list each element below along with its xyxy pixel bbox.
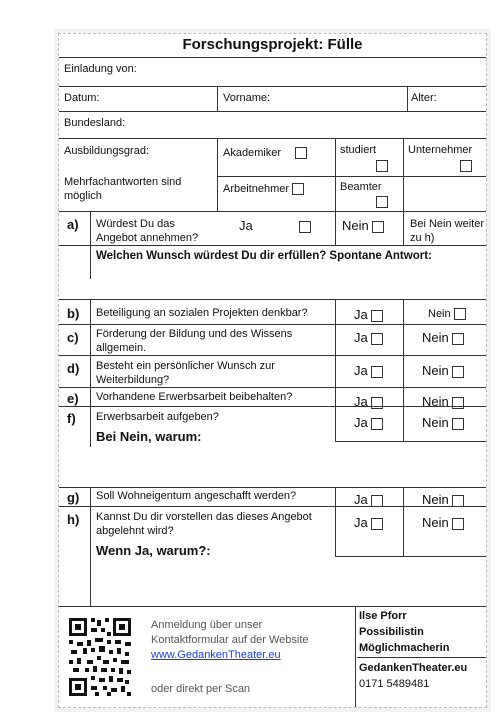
question-f-text: Erwerbsarbeit aufgeben?: [96, 411, 219, 423]
contact-role-2: Möglichmacherin: [359, 642, 450, 654]
question-f-yes-label: Ja: [354, 415, 368, 430]
question-g-no-checkbox[interactable]: [452, 495, 464, 507]
question-h-yes[interactable]: [354, 515, 383, 530]
question-d-label: d): [67, 361, 80, 376]
education-label: Ausbildungsgrad:: [64, 145, 150, 157]
question-a-note: Bei Nein weiter zu h): [410, 218, 484, 244]
question-a-yes-label: Ja: [239, 218, 253, 233]
question-a-yes[interactable]: [239, 218, 311, 233]
question-c-label: c): [67, 330, 79, 345]
question-f-no[interactable]: [422, 415, 464, 430]
question-f-yes[interactable]: [354, 415, 383, 430]
question-e-yes-checkbox[interactable]: [371, 397, 383, 409]
question-a-text: Würdest Du das Angebot annehmen?: [96, 218, 199, 244]
age-label: Alter:: [411, 92, 437, 104]
question-b-yes-label: Ja: [354, 307, 368, 322]
question-h-label: h): [67, 512, 80, 527]
invitation-label: Einladung von:: [64, 63, 137, 75]
option-employee-label: Arbeitnehmer: [223, 183, 290, 195]
question-g-yes[interactable]: [354, 492, 383, 507]
question-h-yes-checkbox[interactable]: [371, 518, 383, 530]
contact-domain: GedankenTheater.eu: [359, 662, 468, 674]
question-b-yes-checkbox[interactable]: [371, 310, 383, 322]
option-academic[interactable]: [223, 147, 307, 159]
question-e-yes[interactable]: [354, 394, 383, 409]
date-label: Datum:: [64, 92, 100, 104]
question-e-yes-label: Ja: [354, 394, 368, 409]
question-e-no-label: Nein: [422, 394, 449, 409]
question-c-yes-label: Ja: [354, 330, 368, 345]
option-employee[interactable]: [223, 183, 304, 195]
question-d-yes-checkbox[interactable]: [371, 366, 383, 378]
state-label: Bundesland:: [64, 117, 126, 129]
question-a-no[interactable]: [342, 218, 384, 233]
question-a-yes-checkbox[interactable]: [299, 221, 311, 233]
question-b-no-checkbox[interactable]: [454, 308, 466, 320]
question-d-no-label: Nein: [422, 363, 449, 378]
multi-answer-note: Mehrfachantworten sind möglich: [64, 176, 182, 202]
question-f-why: Bei Nein, warum:: [96, 429, 202, 444]
register-line-1: Anmeldung über unser: [151, 619, 263, 631]
contact-block: [359, 608, 449, 656]
question-d-yes[interactable]: [354, 363, 383, 378]
question-c-no-checkbox[interactable]: [452, 333, 464, 345]
studied-checkbox[interactable]: [376, 160, 388, 172]
contact-role-1: Possibilistin: [359, 626, 424, 638]
question-a-label: a): [67, 217, 79, 232]
register-info: [151, 618, 309, 663]
question-g-text: Soll Wohneigentum angeschafft werden?: [96, 490, 297, 502]
question-h-no-label: Nein: [422, 515, 449, 530]
question-c-yes[interactable]: [354, 330, 383, 345]
question-h-no-checkbox[interactable]: [452, 518, 464, 530]
question-c-no-label: Nein: [422, 330, 449, 345]
question-c-text: Förderung der Bildung und des Wissens allgemein.: [96, 328, 293, 354]
question-g-yes-checkbox[interactable]: [371, 495, 383, 507]
question-h-no[interactable]: [422, 515, 464, 530]
question-d-no[interactable]: [422, 363, 464, 378]
option-entrepreneur: Unternehmer: [408, 144, 473, 156]
contact-details: [359, 660, 467, 692]
contact-phone: 0171 5489481: [359, 678, 430, 690]
option-studied: studiert: [340, 144, 377, 156]
question-b-yes[interactable]: [354, 307, 383, 322]
question-e-no[interactable]: [422, 394, 464, 409]
academic-checkbox[interactable]: [295, 147, 307, 159]
question-f-no-checkbox[interactable]: [452, 418, 464, 430]
official-checkbox[interactable]: [376, 196, 388, 208]
scan-note: oder direkt per Scan: [151, 683, 251, 695]
question-a-no-checkbox[interactable]: [372, 221, 384, 233]
entrepreneur-checkbox[interactable]: [460, 160, 472, 172]
question-d-no-checkbox[interactable]: [452, 366, 464, 378]
contact-name: Ilse Pforr: [359, 610, 407, 622]
question-b-no[interactable]: [428, 308, 466, 320]
employee-checkbox[interactable]: [292, 183, 304, 195]
form-page: [58, 33, 487, 708]
question-g-no[interactable]: [422, 492, 464, 507]
question-a-no-label: Nein: [342, 218, 369, 233]
question-h-text: Kannst Du dir vorstellen das dieses Angebot abgelehnt wird?: [96, 511, 312, 537]
question-h-why: Wenn Ja, warum?:: [96, 543, 211, 558]
question-d-text: Besteht ein persönlicher Wunsch zur Weiterbildung?: [96, 360, 275, 386]
question-b-no-label: Nein: [428, 308, 451, 320]
question-g-no-label: Nein: [422, 492, 449, 507]
question-f-no-label: Nein: [422, 415, 449, 430]
form-title: Forschungsprojekt: Fülle: [182, 36, 363, 53]
question-e-no-checkbox[interactable]: [452, 397, 464, 409]
wish-question: Welchen Wunsch würdest Du dir erfüllen? Spontane Antwort:: [96, 250, 432, 262]
firstname-label: Vorname:: [223, 92, 271, 104]
question-f-yes-checkbox[interactable]: [371, 418, 383, 430]
question-c-yes-checkbox[interactable]: [371, 333, 383, 345]
register-line-2: Kontaktformular auf der Website: [151, 634, 309, 646]
question-d-yes-label: Ja: [354, 363, 368, 378]
question-c-no[interactable]: [422, 330, 464, 345]
question-b-label: b): [67, 306, 80, 321]
question-b-text: Beteiligung an sozialen Projekten denkbar?: [96, 307, 308, 319]
option-academic-label: Akademiker: [223, 147, 282, 159]
question-e-text: Vorhandene Erwerbsarbeit beibehalten?: [96, 391, 293, 403]
option-official: Beamter: [340, 181, 382, 193]
question-h-yes-label: Ja: [354, 515, 368, 530]
question-f-label: f): [67, 411, 76, 426]
question-g-yes-label: Ja: [354, 492, 368, 507]
website-link[interactable]: www.GedankenTheater.eu: [151, 649, 281, 661]
question-g-label: g): [67, 490, 80, 505]
question-e-label: e): [67, 391, 79, 406]
qr-code-icon[interactable]: [67, 616, 133, 698]
